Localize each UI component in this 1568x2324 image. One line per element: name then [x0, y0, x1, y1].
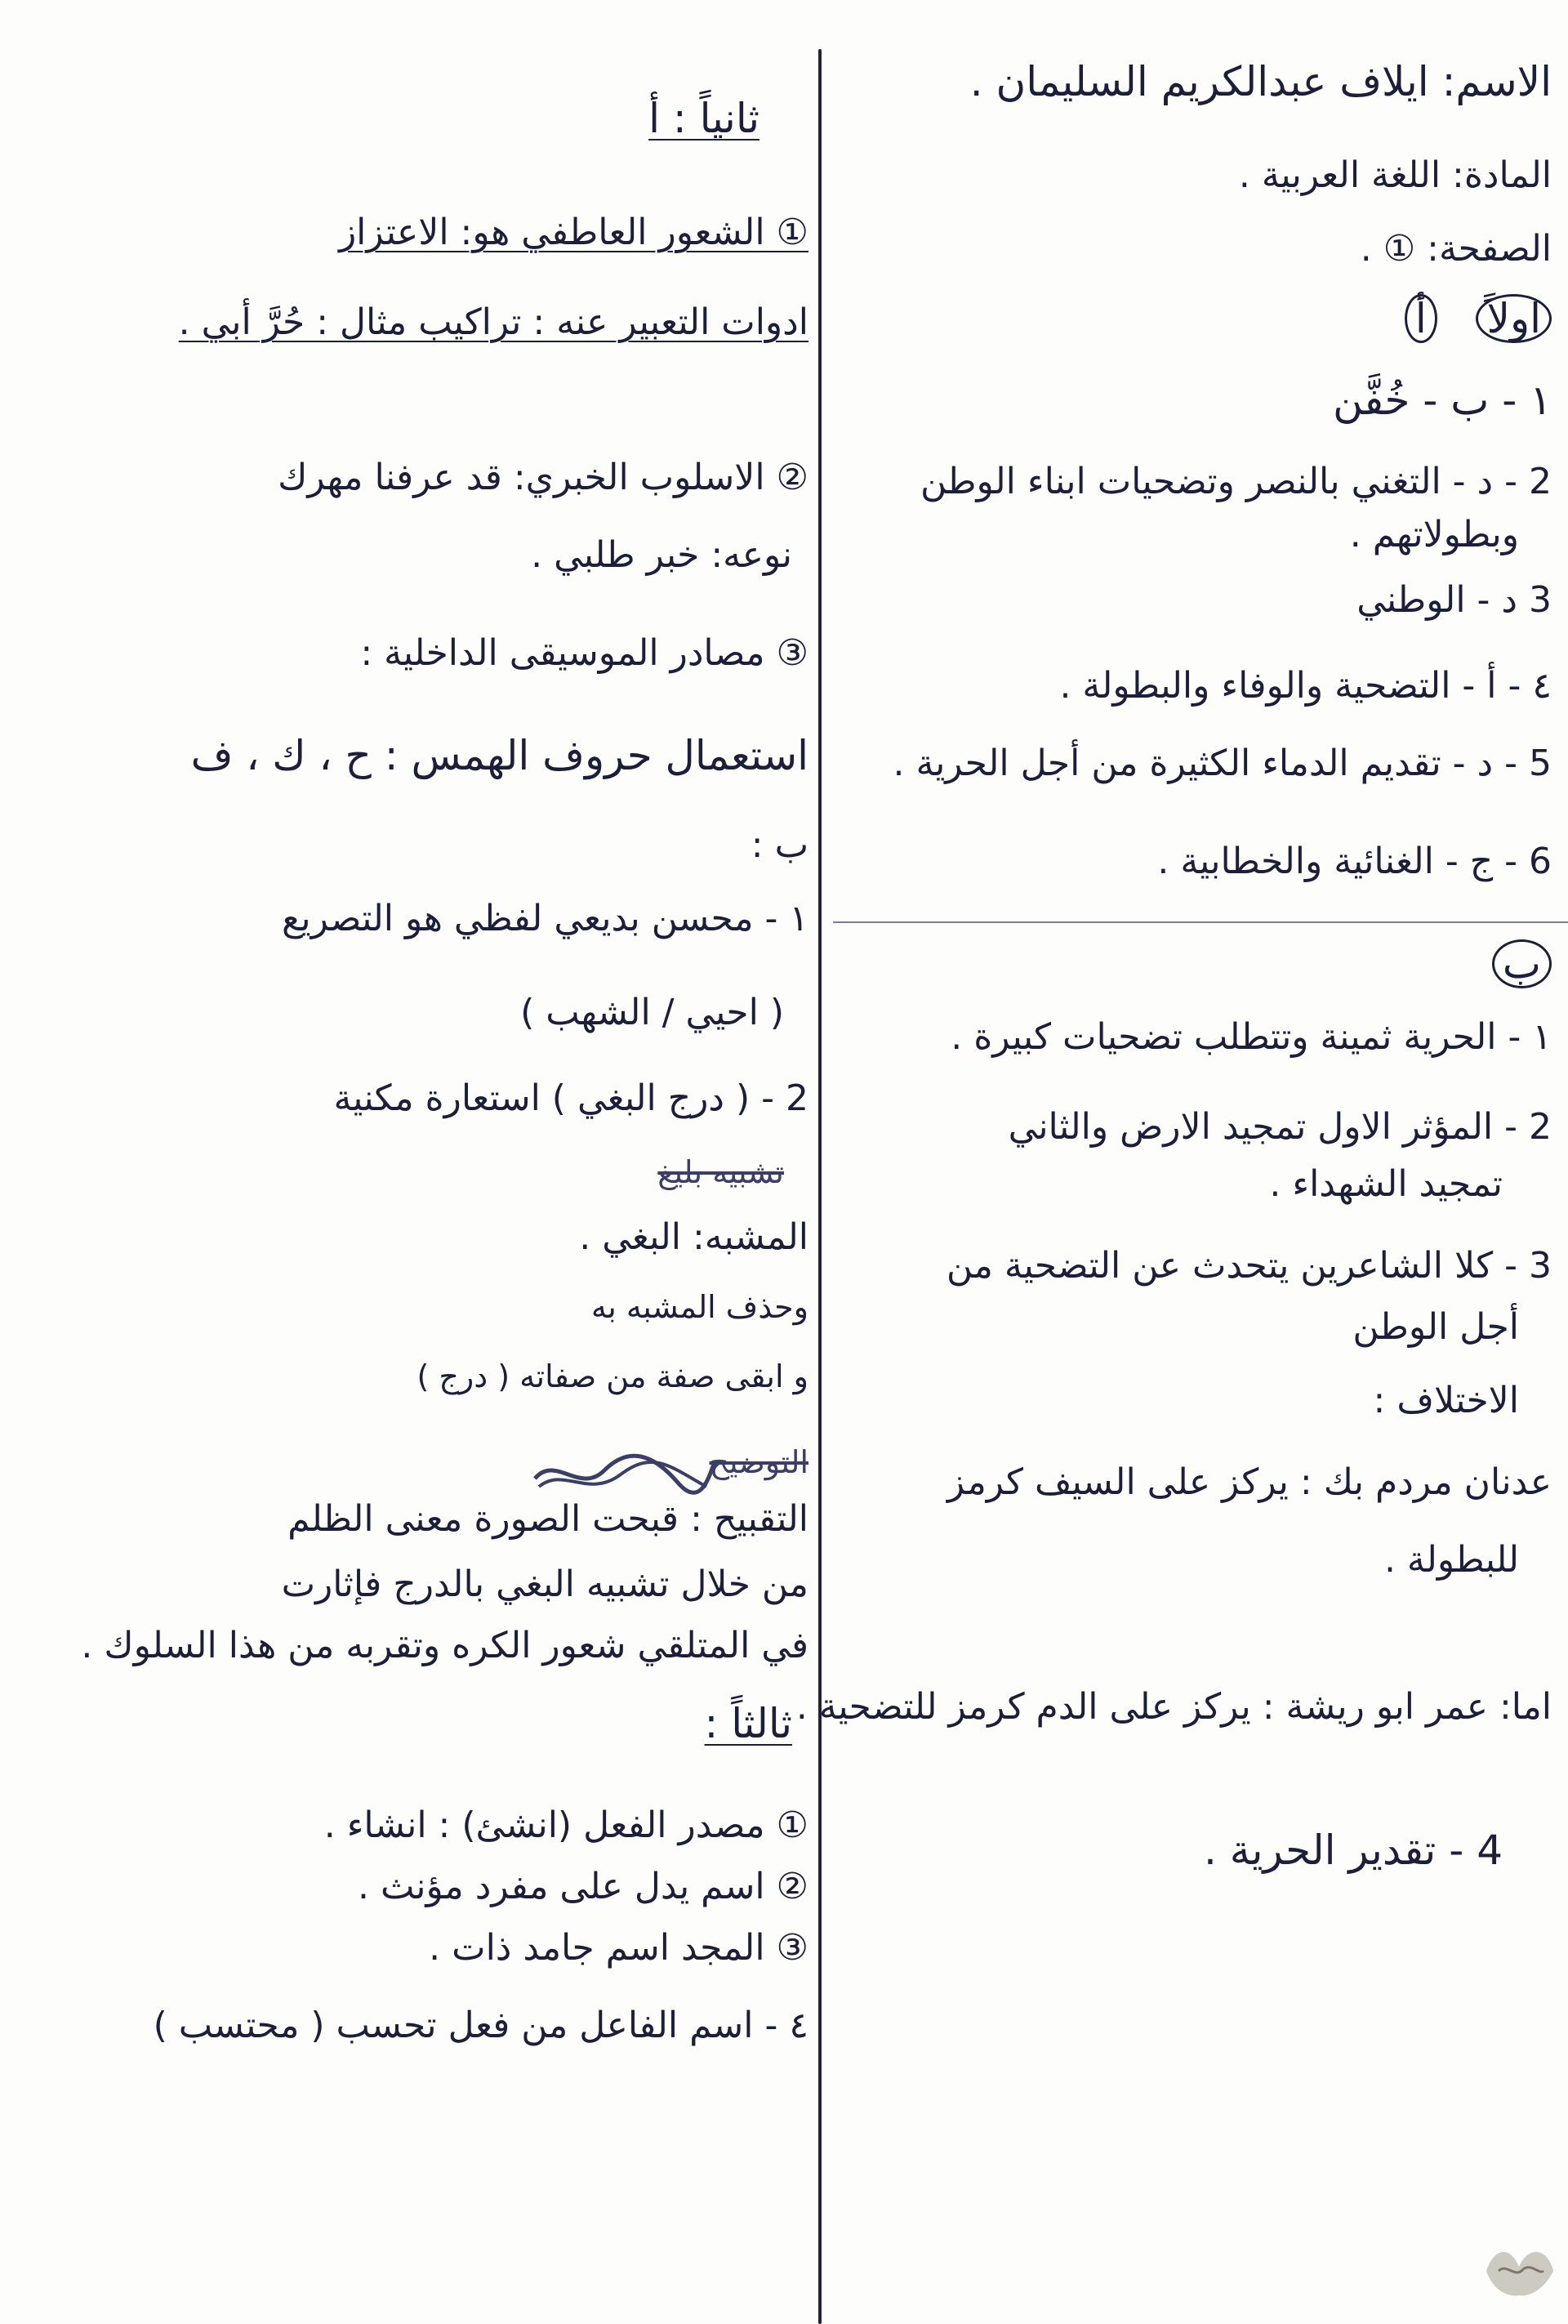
answer-line: 5 - د - تقديم الدماء الكثيرة من أجل الحرية .: [893, 743, 1552, 784]
section-separator: [833, 921, 1568, 923]
section-first-label: اولاً: [1476, 294, 1552, 343]
answer-line: وبطولاتهم .: [1349, 514, 1519, 555]
answer-line: للبطولة .: [1383, 1539, 1519, 1581]
column-divider: [818, 49, 822, 2324]
answer-text: ① الشعور العاطفي هو: الاعتزاز: [338, 212, 808, 253]
answer-line: التقبيح : قبحت الصورة معنى الظلم: [287, 1498, 808, 1540]
subject-line: المادة: اللغة العربية .: [1238, 154, 1552, 196]
answer-line: ② اسم يدل على مفرد مؤنث .: [358, 1866, 808, 1907]
answer-line: [179, 298, 808, 347]
student-name: الاسم: ايلاف عبدالكريم السليمان .: [969, 58, 1552, 105]
answer-line: عدنان مردم بك : يركز على السيف كرمز: [947, 1461, 1552, 1503]
answer-line: 3 - كلا الشاعرين يتحدث عن التضحية من: [946, 1245, 1552, 1287]
answer-line: ① مصدر الفعل (انشئ) : انشاء .: [323, 1804, 808, 1846]
section-b-heading: [1492, 939, 1552, 988]
section-third-label: ثالثاً :: [704, 1700, 792, 1747]
answer-line: وحذف المشبه به: [590, 1289, 808, 1325]
answer-line: ② الاسلوب الخبري: قد عرفنا مهرك: [278, 457, 808, 498]
answer-line: المشبه: البغي .: [579, 1216, 808, 1258]
crossed-out-text: تشبيه بليغ: [657, 1154, 784, 1190]
answer-line: و ابقى صفة من صفاته ( درج ): [416, 1358, 808, 1394]
answer-line: ١ - الحرية ثمينة وتتطلب تضحيات كبيرة .: [951, 1016, 1552, 1058]
stamp-mark: [1478, 2238, 1560, 2304]
section-a-label: أ: [1405, 294, 1437, 343]
page-number: الصفحة: ① .: [1360, 228, 1552, 270]
answer-line: 2 - د - التغني بالنصر وتضحيات ابناء الوطن: [920, 461, 1552, 502]
answer-line: من خلال تشبيه البغي بالدرج فإثارت: [281, 1563, 808, 1605]
answer-line: في المتلقي شعور الكره وتقربه من هذا السلوك .: [81, 1625, 808, 1666]
answer-line: ③ مصادر الموسيقى الداخلية :: [360, 632, 808, 674]
answer-line: 2 - المؤثر الاول تمجيد الارض والثاني: [1008, 1106, 1552, 1148]
crossed-out-text: التوضيح: [709, 1444, 808, 1480]
answer-line: استعمال حروف الهمس : ح ، ك ، ف: [190, 732, 808, 779]
answer-line: ب :: [751, 824, 808, 866]
answer-line: ١ - ب - خُفَّن: [1333, 377, 1552, 424]
answer-line: اما: عمر ابو ريشة : يركز على الدم كرمز للتضحية .: [795, 1686, 1552, 1728]
section-third-heading: [705, 1699, 792, 1748]
scribble-mark: [531, 1446, 719, 1503]
section-second-label: ثانياً : أ: [648, 95, 760, 142]
answer-line: 6 - ج - الغنائية والخطابية .: [1157, 841, 1552, 882]
answer-line: [339, 208, 808, 257]
answer-text: ادوات التعبير عنه : تراكيب مثال : حُرَّ أبي .: [178, 301, 808, 343]
section-second-heading: [648, 94, 760, 143]
answer-line: ٤ - أ - التضحية والوفاء والبطولة .: [1059, 665, 1552, 707]
answer-line: ③ المجد اسم جامد ذات .: [429, 1927, 808, 1969]
answer-line: أجل الوطن: [1352, 1306, 1519, 1348]
answer-line: ( احيي / الشهب ): [520, 992, 784, 1033]
answer-line: 3 د - الوطني: [1356, 579, 1552, 621]
section-first-heading: [1405, 294, 1552, 343]
section-b-label: ب: [1492, 939, 1552, 988]
answer-line: نوعه: خبر طلبي .: [531, 534, 792, 576]
answer-line: الاختلاف :: [1373, 1380, 1519, 1421]
answer-line: ١ - محسن بديعي لفظي هو التصريع: [281, 898, 808, 939]
answer-line: ٤ - اسم الفاعل من فعل تحسب ( محتسب ): [153, 2005, 808, 2046]
answer-line: تمجيد الشهداء .: [1269, 1163, 1503, 1205]
answer-line: 4 - تقدير الحرية .: [1204, 1827, 1503, 1874]
answer-line: 2 - ( درج البغي ) استعارة مكنية: [333, 1077, 808, 1119]
